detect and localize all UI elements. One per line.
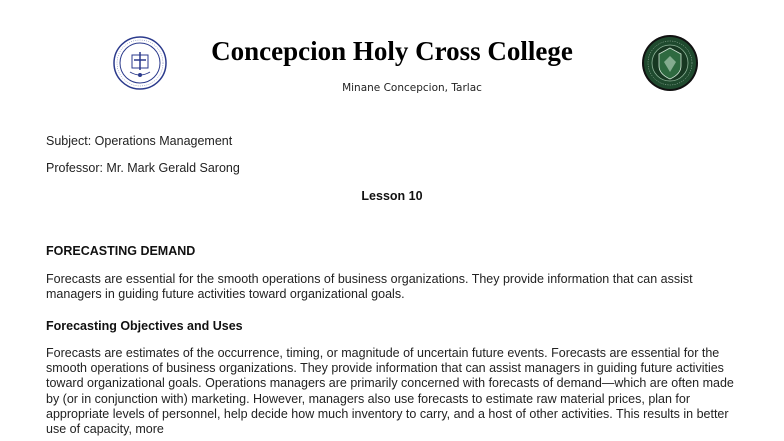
subject-line: Subject: Operations Management (46, 134, 233, 148)
paragraph-forecasting-demand: Forecasts are essential for the smooth operations of business organizations. They provide information that can assist managers in guiding future activities toward organizational goals. (46, 272, 693, 302)
lesson-title: Lesson 10 (361, 189, 423, 203)
college-address: Minane Concepcion, Tarlac (342, 82, 482, 94)
section-heading-objectives-uses: Forecasting Objectives and Uses (46, 319, 243, 333)
professor-line: Professor: Mr. Mark Gerald Sarong (46, 161, 240, 175)
section-heading-forecasting-demand: FORECASTING DEMAND (46, 244, 196, 258)
college-name: Concepcion Holy Cross College (211, 36, 573, 66)
department-seal-logo (641, 34, 699, 92)
paragraph-objectives-uses: Forecasts are estimates of the occurrence, timing, or magnitude of uncertain future events. Forecasts are essential for the smooth operations of business organizations. They provide information that can assist managers in guiding future activities toward organizational goals. Operations managers are primarily concerned with forecasts of demand—which are often made by (or in conjunction with) marketing. However, managers also use forecasts to estimate raw material prices, plan for appropriate levels of personnel, help decide how much inventory to carry, and a host of other activities. This results in better use of capacity, more (46, 346, 734, 437)
